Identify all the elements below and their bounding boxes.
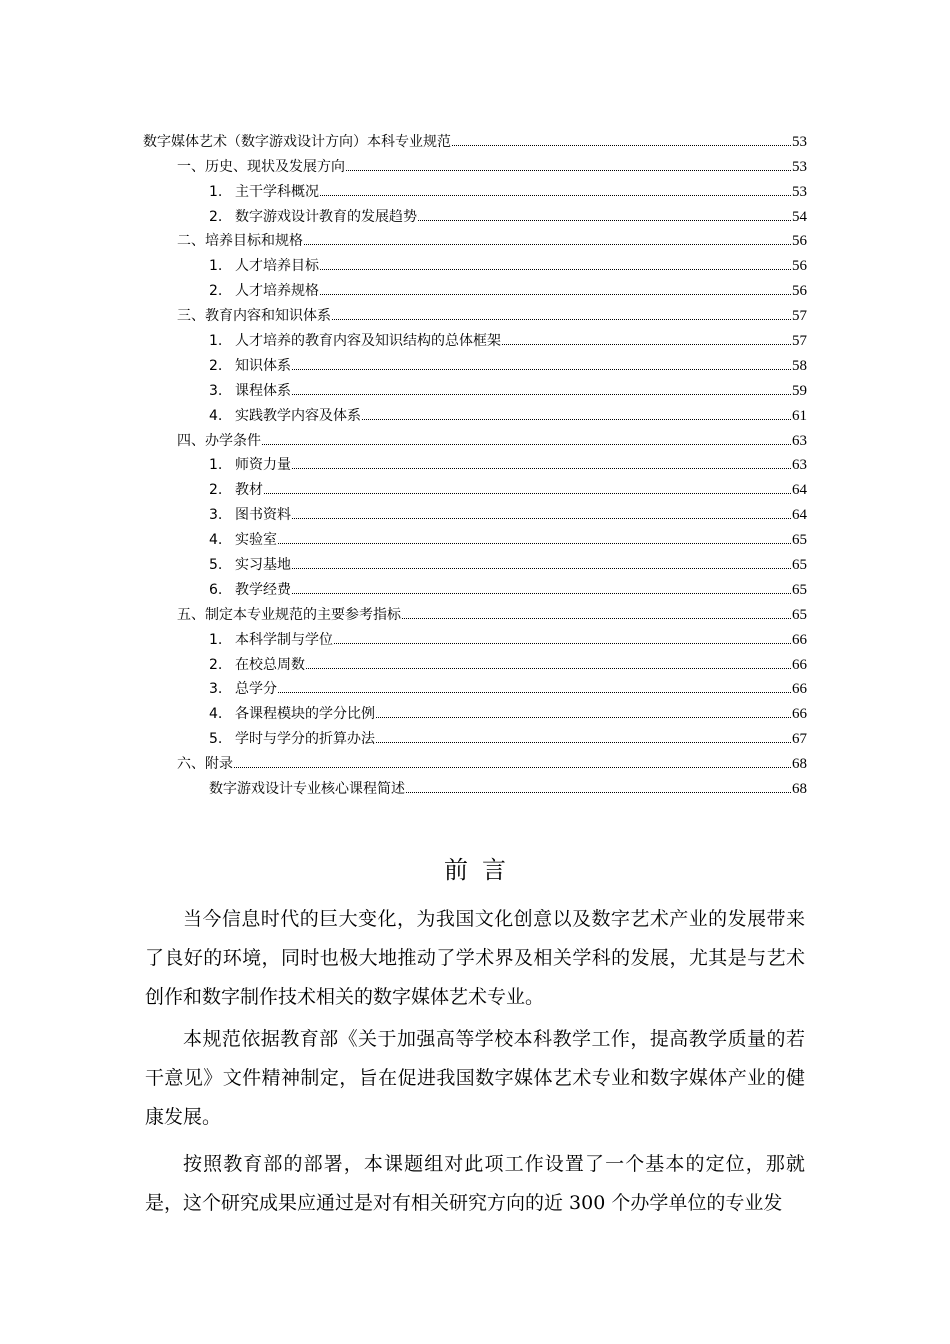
toc-entry-title: 各课程模块的学分比例	[235, 706, 375, 723]
toc-entry-title: 教材	[235, 482, 263, 499]
toc-entry[interactable]	[143, 451, 807, 476]
toc-entry-title: 实习基地	[235, 557, 291, 574]
toc-dot-leader	[334, 642, 791, 644]
toc-entry-page-number: 59	[792, 382, 807, 399]
toc-entry-title: 学时与学分的折算办法	[235, 731, 375, 748]
toc-entry-page-number: 66	[792, 706, 807, 723]
toc-entry-title: 六、附录	[177, 756, 233, 773]
toc-dot-leader	[320, 194, 791, 196]
toc-entry-number: 3.	[209, 681, 223, 698]
toc-entry[interactable]	[143, 251, 807, 276]
toc-entry-page-number: 56	[792, 258, 807, 275]
toc-entry[interactable]	[143, 525, 807, 550]
toc-entry-page-number: 56	[792, 233, 807, 250]
toc-entry[interactable]	[143, 575, 807, 600]
toc-dot-leader	[278, 691, 791, 693]
toc-entry-title: 实践教学内容及体系	[235, 407, 361, 424]
toc-entry-page-number: 66	[792, 656, 807, 673]
toc-entry-page-number: 56	[792, 283, 807, 300]
toc-entry-title: 教学经费	[235, 581, 291, 598]
toc-dot-leader	[306, 667, 791, 669]
toc-dot-leader	[264, 492, 791, 494]
toc-entry[interactable]	[143, 301, 807, 326]
toc-entry-title: 五、制定本专业规范的主要参考指标	[177, 606, 401, 623]
toc-dot-leader	[418, 219, 791, 221]
toc-entry[interactable]	[143, 724, 807, 749]
toc-entry-number: 3.	[209, 507, 223, 524]
toc-entry-title: 总学分	[235, 681, 277, 698]
toc-dot-leader	[502, 343, 791, 345]
toc-entry-page-number: 68	[792, 781, 807, 798]
toc-dot-leader	[402, 617, 791, 619]
toc-dot-leader	[452, 144, 791, 146]
toc-entry-page-number: 63	[792, 432, 807, 449]
toc-entry[interactable]	[143, 699, 807, 724]
toc-entry-number: 1.	[209, 258, 223, 275]
toc-entry[interactable]	[143, 127, 807, 152]
toc-entry-page-number: 58	[792, 357, 807, 374]
toc-entry-title: 数字游戏设计教育的发展趋势	[235, 208, 417, 225]
toc-entry-title: 四、办学条件	[177, 432, 261, 449]
toc-entry-number: 2.	[209, 283, 223, 300]
toc-entry[interactable]	[143, 401, 807, 426]
toc-entry-number: 4.	[209, 407, 223, 424]
toc-entry-page-number: 65	[792, 581, 807, 598]
toc-dot-leader	[262, 443, 791, 445]
toc-dot-leader	[304, 243, 791, 245]
toc-entry-number: 5.	[209, 731, 223, 748]
toc-entry-page-number: 67	[792, 731, 807, 748]
toc-entry-page-number: 64	[792, 482, 807, 499]
toc-dot-leader	[292, 467, 791, 469]
preface-paragraph-1: 当今信息时代的巨大变化，为我国文化创意以及数字艺术产业的发展带来了良好的环境，同时也极大地推动了学术界及相关学科的发展，尤其是与艺术创作和数字制作技术相关的数字媒体艺术专业。	[145, 908, 805, 1008]
toc-entry-title: 三、教育内容和知识体系	[177, 308, 331, 325]
toc-entry-title: 一、历史、现状及发展方向	[177, 158, 345, 175]
preface-title: 前言	[444, 856, 520, 884]
toc-entry-title: 主干学科概况	[235, 183, 319, 200]
toc-entry-number: 5.	[209, 557, 223, 574]
toc-entry[interactable]	[143, 202, 807, 227]
preface-paragraph-3: 按照教育部的部署，本课题组对此项工作设置了一个基本的定位，那就是，这个研究成果应通过是对有相关研究方向的近 300 个办学单位的专业发	[145, 1153, 805, 1214]
toc-entry[interactable]	[143, 276, 807, 301]
toc-dot-leader	[406, 791, 791, 793]
toc-entry-page-number: 65	[792, 532, 807, 549]
toc-entry-page-number: 54	[792, 208, 807, 225]
toc-entry-page-number: 65	[792, 557, 807, 574]
table-of-contents	[143, 127, 807, 799]
toc-dot-leader	[320, 268, 791, 270]
toc-entry-number: 1.	[209, 631, 223, 648]
toc-dot-leader	[346, 169, 791, 171]
toc-entry-page-number: 53	[792, 183, 807, 200]
toc-entry-title: 知识体系	[235, 357, 291, 374]
toc-entry-page-number: 57	[792, 333, 807, 350]
toc-entry-page-number: 61	[792, 407, 807, 424]
toc-entry[interactable]	[143, 675, 807, 700]
toc-entry-number: 1.	[209, 457, 223, 474]
toc-entry-number: 3.	[209, 382, 223, 399]
toc-entry-number: 1.	[209, 333, 223, 350]
toc-entry-page-number: 53	[792, 158, 807, 175]
toc-entry-title: 本科学制与学位	[235, 631, 333, 648]
toc-dot-leader	[362, 418, 791, 420]
toc-dot-leader	[234, 766, 791, 768]
toc-entry[interactable]	[143, 376, 807, 401]
toc-entry-page-number: 53	[792, 133, 807, 150]
toc-entry[interactable]	[143, 500, 807, 525]
toc-entry-page-number: 57	[792, 308, 807, 325]
toc-entry-title: 课程体系	[235, 382, 291, 399]
toc-entry[interactable]	[143, 177, 807, 202]
toc-entry-title: 人才培养目标	[235, 258, 319, 275]
toc-entry-page-number: 68	[792, 756, 807, 773]
toc-dot-leader	[332, 318, 791, 320]
toc-entry-number: 6.	[209, 581, 223, 598]
toc-entry-title: 二、培养目标和规格	[177, 233, 303, 250]
toc-entry-page-number: 64	[792, 507, 807, 524]
toc-dot-leader	[292, 368, 791, 370]
toc-entry[interactable]	[143, 749, 807, 774]
toc-entry[interactable]	[143, 600, 807, 625]
toc-dot-leader	[292, 567, 791, 569]
toc-dot-leader	[292, 592, 791, 594]
toc-entry-title: 在校总周数	[235, 656, 305, 673]
toc-entry-number: 4.	[209, 706, 223, 723]
preface-paragraph-2: 本规范依据教育部《关于加强高等学校本科教学工作，提高教学质量的若干意见》文件精神制定，旨在促进我国数字媒体艺术专业和数字媒体产业的健康发展。	[145, 1028, 805, 1128]
toc-entry-title: 师资力量	[235, 457, 291, 474]
toc-entry-number: 2.	[209, 656, 223, 673]
toc-entry-title: 数字游戏设计专业核心课程简述	[209, 781, 405, 798]
toc-dot-leader	[278, 542, 791, 544]
toc-entry[interactable]	[143, 152, 807, 177]
toc-dot-leader	[320, 293, 791, 295]
toc-entry-number: 4.	[209, 532, 223, 549]
toc-entry-number: 2.	[209, 482, 223, 499]
toc-entry[interactable]	[143, 774, 807, 799]
toc-entry-title: 数字媒体艺术（数字游戏设计方向）本科专业规范	[143, 133, 451, 150]
toc-dot-leader	[292, 393, 791, 395]
toc-entry-title: 图书资料	[235, 507, 291, 524]
toc-entry-page-number: 66	[792, 681, 807, 698]
toc-entry[interactable]	[143, 650, 807, 675]
toc-entry-number: 2.	[209, 357, 223, 374]
toc-entry[interactable]	[143, 550, 807, 575]
toc-entry-number: 2.	[209, 208, 223, 225]
toc-entry[interactable]	[143, 426, 807, 451]
toc-dot-leader	[292, 517, 791, 519]
toc-entry-page-number: 65	[792, 606, 807, 623]
toc-entry-page-number: 63	[792, 457, 807, 474]
toc-entry-title: 人才培养的教育内容及知识结构的总体框架	[235, 333, 501, 350]
toc-entry-number: 1.	[209, 183, 223, 200]
toc-entry[interactable]	[143, 475, 807, 500]
toc-dot-leader	[376, 741, 791, 743]
toc-entry-title: 人才培养规格	[235, 283, 319, 300]
toc-entry-page-number: 66	[792, 631, 807, 648]
toc-entry[interactable]	[143, 227, 807, 252]
toc-entry[interactable]	[143, 351, 807, 376]
toc-entry[interactable]	[143, 625, 807, 650]
toc-dot-leader	[376, 716, 791, 718]
toc-entry-title: 实验室	[235, 532, 277, 549]
toc-entry[interactable]	[143, 326, 807, 351]
